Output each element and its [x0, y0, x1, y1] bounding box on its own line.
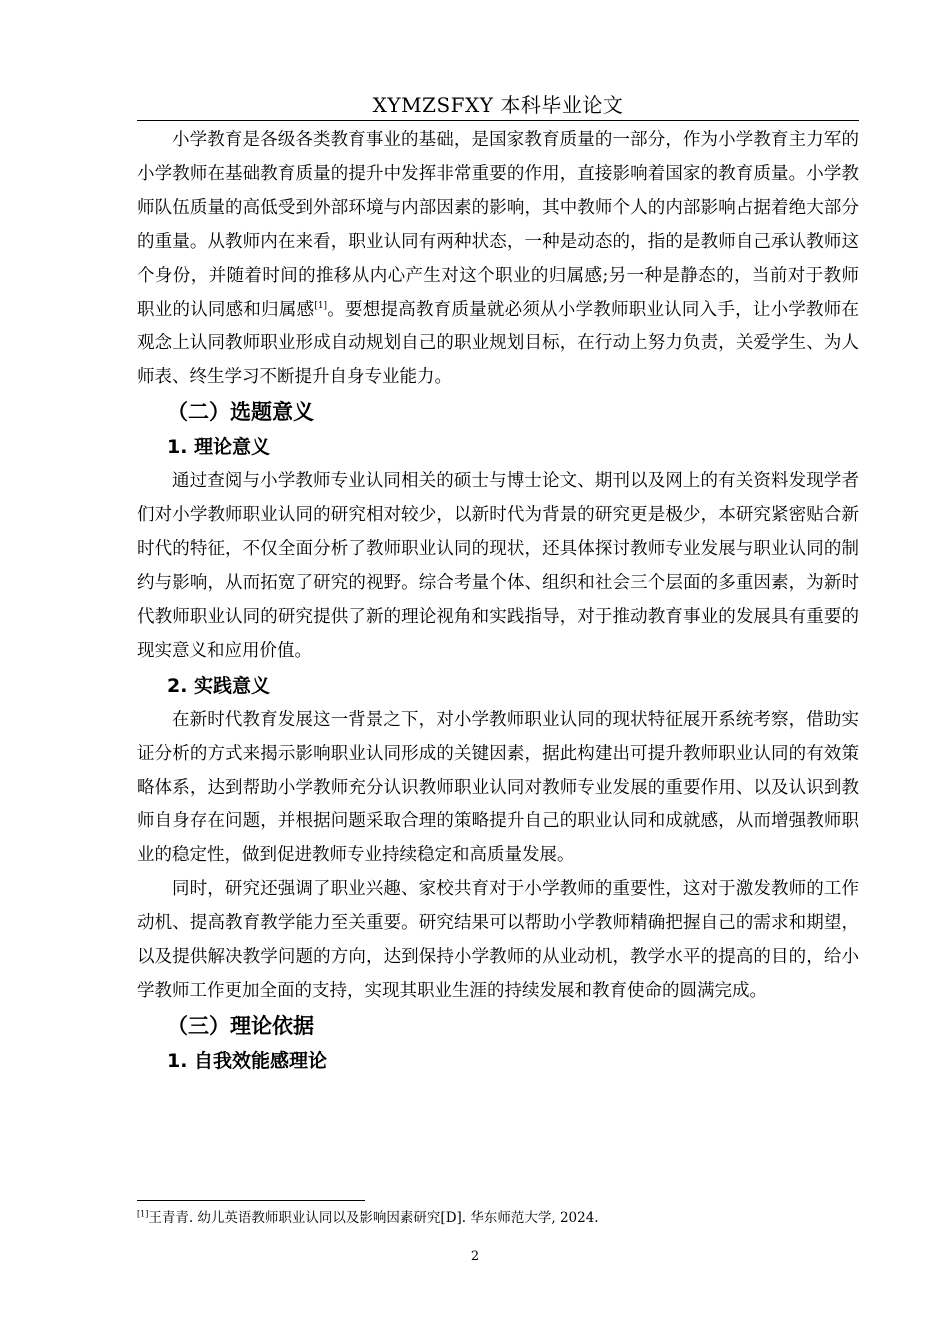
citation-ref[interactable]: [1] — [314, 300, 328, 311]
paragraph-practical-2: 同时，研究还强调了职业兴趣、家校共育对于小学教师的重要性，这对于激发教师的工作动机、提高教育教学能力至关重要。研究结果可以帮助小学教师精确把握自己的需求和期望，以及提供解决教学问题的方向，达到保持小学教师的从业动机，教学水平的提高的目的，给小学教师工作更加全面的支持，实现其职业生涯的持续发展和教育使命的圆满完成。 — [137, 879, 859, 1001]
paragraph-text: 小学教育是各级各类教育事业的基础，是国家教育质量的一部分，作为小学教育主力军的小学教师在基础教育质量的提升中发挥非常重要的作用，直接影响着国家的教育质量。小学教师队伍质量的高低受到外部环境与内部因素的影响，其中教师个人的内部影响占据着绝大部分的重量。从教师内在来看，职业认同有两种状态，一种是动态的，指的是教师自己承认教师这个身份，并随着时间的推移从内心产生对这个职业的归属感;另一种是静态的，当前对于教师职业的认同感和归属感 — [137, 130, 859, 320]
subheading-self-efficacy: 1. 自我效能感理论 — [167, 1049, 328, 1072]
section-heading-significance: （二）选题意义 — [167, 400, 314, 425]
footnote-text: 王青青. 幼儿英语教师职业认同以及影响因素研究[D]. 华东师范大学, 2024. — [148, 1210, 599, 1226]
section-heading-theory-basis: （三）理论依据 — [167, 1013, 314, 1038]
footnote-rule — [137, 1200, 365, 1201]
running-header: XYMZSFXY 本科毕业论文 — [372, 93, 624, 117]
paragraph-background — [137, 124, 859, 395]
subheading-theoretical-significance: 1. 理论意义 — [167, 436, 271, 459]
subheading-practical-significance: 2. 实践意义 — [167, 674, 271, 697]
paragraph-theoretical: 通过查阅与小学教师专业认同相关的硕士与博士论文、期刊以及网上的有关资料发现学者们对小学教师职业认同的研究相对较少，以新时代为背景的研究更是极少，本研究紧密贴合新时代的特征，不仅全面分析了教师职业认同的现状，还具体探讨教师专业发展与职业认同的制约与影响，从而拓宽了研究的视野。综合考量个体、组织和社会三个层面的多重因素，为新时代教师职业认同的研究提供了新的理论视角和实践指导，对于推动教育事业的发展具有重要的现实意义和应用价值。 — [137, 471, 859, 661]
header-rule — [137, 120, 859, 121]
page-number: 2 — [470, 1249, 480, 1264]
body-text — [137, 124, 859, 1079]
paragraph-text-tail: 。要想提高教育质量就必须从小学教师职业认同入手，让小学教师在观念上认同教师职业形成自动规划自己的职业规划目标，在行动上努力负责，关爱学生、为人师表、终生学习不断提升自身专业能力。 — [137, 299, 859, 388]
paragraph-practical: 在新时代教育发展这一背景之下，对小学教师职业认同的现状特征展开系统考察，借助实证分析的方式来揭示影响职业认同形成的关键因素，据此构建出可提升教师职业认同的有效策略体系，达到帮助小学教师充分认识教师职业认同对教师专业发展的重要作用、以及认识到教师自身存在问题，并根据问题采取合理的策略提升自己的职业认同和成就感，从而增强教师职业的稳定性，做到促进教师专业持续稳定和高质量发展。 — [137, 709, 859, 866]
footnote-mark: [1] — [137, 1209, 149, 1219]
footnote — [137, 1208, 859, 1228]
